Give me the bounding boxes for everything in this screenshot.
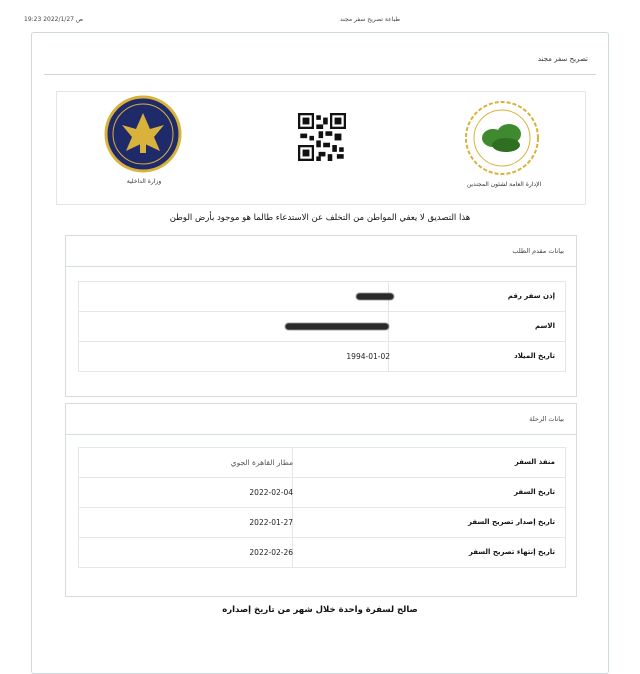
conscript-table xyxy=(78,281,566,372)
print-timestamp: 19:23 2022/1/27 ص xyxy=(24,16,84,23)
section-header xyxy=(66,236,576,267)
row-value: 2022-02-26 xyxy=(249,548,293,557)
disclaimer-text: هذا التصديق لا يعفي المواطن من التخلف عن الاستدعاء طالما هو موجود بأرض الوطن xyxy=(169,213,471,223)
row-label: تاريخ إصدار تصريح السفر xyxy=(467,518,555,526)
card-divider xyxy=(44,74,596,75)
print-page-title: طباعة تصريح سفر مجند xyxy=(340,16,401,23)
table-row xyxy=(79,448,565,478)
ministry-of-interior-emblem-icon xyxy=(104,95,182,173)
table-row xyxy=(79,538,565,567)
row-label: الاسم xyxy=(535,322,555,330)
row-label: منفذ السفر xyxy=(514,458,555,466)
row-value: 2022-02-04 xyxy=(249,488,293,497)
redacted-value xyxy=(356,293,394,300)
ministry-caption: الإدارة العامة لشئون المجندين xyxy=(466,181,542,188)
row-label: تاريخ السفر xyxy=(514,488,555,496)
row-value: 1994-01-02 xyxy=(346,352,390,361)
card-title: تصريح سفر مجند xyxy=(537,55,588,63)
conscript-data-section xyxy=(65,235,577,397)
qr-code-icon xyxy=(298,113,346,161)
table-row xyxy=(79,282,565,312)
table-row xyxy=(79,478,565,508)
section-header xyxy=(66,404,576,435)
row-label: إذن سفر رقم xyxy=(507,292,555,300)
row-value: 2022-01-27 xyxy=(249,518,293,527)
validity-note: صالح لسفرة واحدة خلال شهر من تاريخ إصداره xyxy=(222,605,418,615)
permit-card xyxy=(31,32,609,674)
table-row xyxy=(79,342,565,371)
travel-table xyxy=(78,447,566,568)
row-label: تاريخ الميلاد xyxy=(514,352,555,360)
table-row xyxy=(79,312,565,342)
row-label: تاريخ إنتهاء تصريح السفر xyxy=(468,548,555,556)
travel-data-section xyxy=(65,403,577,597)
table-row xyxy=(79,508,565,538)
moi-caption: وزارة الداخلية xyxy=(126,178,162,185)
row-value: مطار القاهرة الجوي xyxy=(230,458,293,467)
section-title: بيانات مقدم الطلب xyxy=(512,247,564,255)
redacted-value xyxy=(285,323,389,330)
section-title: بيانات الرحلة xyxy=(529,415,564,423)
conscription-administration-emblem-icon xyxy=(462,98,542,178)
browser-print-header xyxy=(0,0,640,28)
